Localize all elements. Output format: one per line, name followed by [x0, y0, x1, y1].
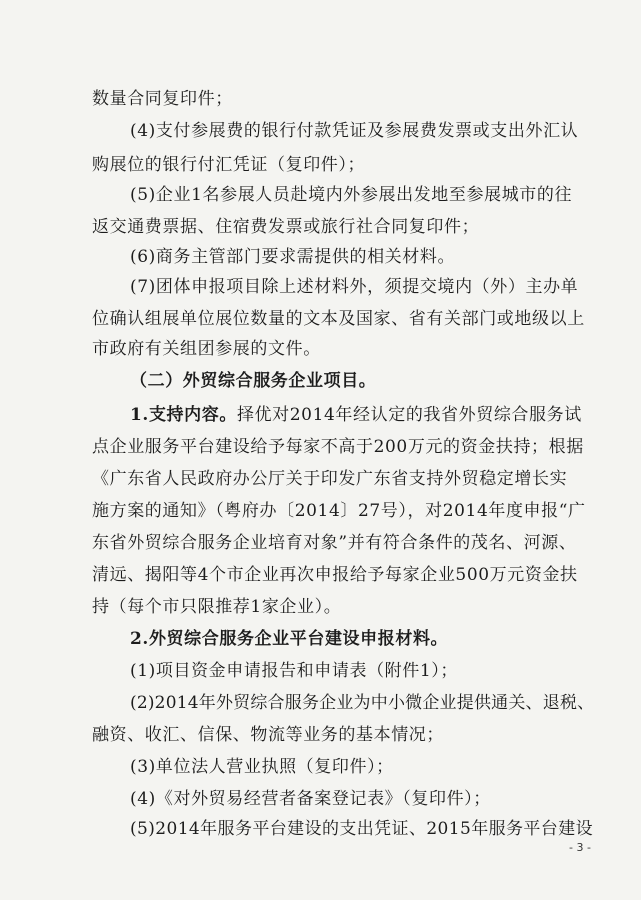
text-line: (1)项目资金申请报告和申请表（附件1）； [130, 661, 458, 681]
text-line: (5)企业1名参展人员赴境内外参展出发地至参展城市的往 [130, 185, 573, 205]
text-line [130, 404, 582, 426]
text-line: 位确认组展单位展位数量的文本及国家、省有关部门或地级以上 [92, 309, 585, 329]
text-line: (4)《对外贸易经营者备案登记表》（复印件）； [130, 789, 491, 809]
page-number: - 3 - [569, 841, 591, 854]
text-line: 返交通费票据、住宿费发票或旅行社合同复印件； [92, 217, 480, 237]
text-line: 融资、收汇、信保、物流等业务的基本情况； [92, 725, 444, 745]
subsection-heading: 2.外贸综合服务企业平台建设申报材料。 [130, 629, 449, 649]
text-line: (7)团体申报项目除上述材料外，须提交境内（外）主办单 [130, 277, 579, 297]
item-number: 1. [130, 405, 149, 425]
item-heading: 支持内容。 [148, 405, 237, 425]
text-line: (5)2014年服务平台建设的支出凭证、2015年服务平台建设 [130, 819, 594, 839]
text-line: (4)支付参展费的银行付款凭证及参展费发票或支出外汇认 [130, 121, 579, 141]
section-heading: （二）外贸综合服务企业项目。 [130, 371, 377, 391]
text-line: (2)2014年外贸综合服务企业为中小微企业提供通关、退税、 [130, 693, 595, 713]
text-line: 《广东省人民政府办公厅关于印发广东省支持外贸稳定增长实 [92, 469, 568, 489]
text-line: 东省外贸综合服务企业培育对象”并有符合条件的茂名、河源、 [92, 533, 577, 553]
text-line: 施方案的通知》（粤府办〔2014〕27号），对2014年度申报“广 [92, 501, 586, 521]
text-line: 清远、揭阳等4个市企业再次申报给予每家企业500万元资金扶 [92, 565, 578, 585]
text-line: 点企业服务平台建设给予每家不高于200万元的资金扶持；根据 [92, 437, 584, 457]
text-line: 持（每个市只限推荐1家企业）。 [92, 597, 342, 617]
text-line: 购展位的银行付汇凭证（复印件）； [92, 155, 366, 175]
item-text: 择优对2014年经认定的我省外贸综合服务试 [236, 405, 582, 425]
text-line: (6)商务主管部门要求需提供的相关材料。 [130, 247, 456, 267]
text-line: (3)单位法人营业执照（复印件）； [130, 757, 394, 777]
text-line: 市政府有关组团参展的文件。 [92, 339, 321, 359]
text-line: 数量合同复印件； [92, 89, 233, 109]
